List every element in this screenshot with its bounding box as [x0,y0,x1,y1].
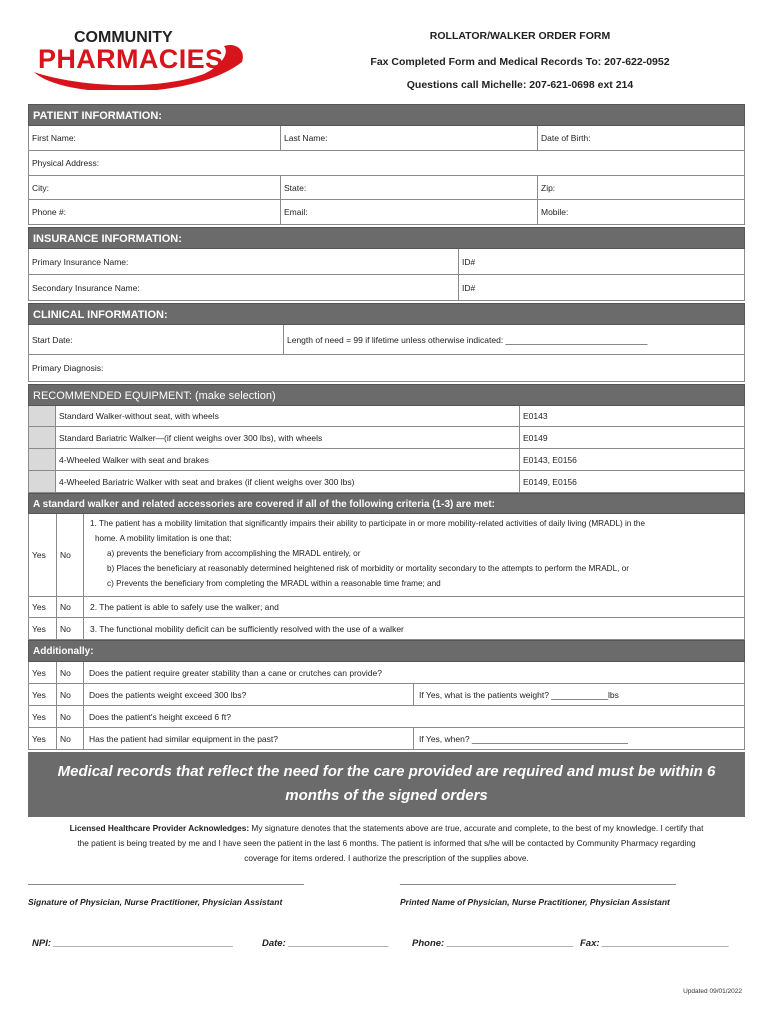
q3-text: Does the patient's height exceed 6 ft? [89,711,231,722]
questions-line: Questions call Michelle: 207-621-0698 ext 214 [406,79,634,91]
banner-line-1: Medical records that reflect the need for the care provided are required and must be within 6 [57,763,716,780]
yes-label: Yes [32,711,46,722]
equipment-row [28,449,745,471]
question-1-row [28,662,745,684]
ack-text-1: My signature denotes that the statements above are true, accurate and complete, to the best of my knowledge. I certify that [249,823,704,833]
q1-no[interactable] [57,662,84,683]
address-field[interactable] [28,151,745,176]
weight-field[interactable] [414,684,744,705]
patient-name-row [28,126,745,151]
diagnosis-field[interactable] [28,355,745,382]
no-label: No [60,689,71,700]
q4-followup: If Yes, when? _________________________________ [419,733,628,744]
criteria-2-row [28,597,745,618]
date-field[interactable]: Date: ___________________ [262,938,389,949]
equipment-row [28,406,745,427]
dob-label: Date of Birth: [541,133,591,143]
provider-acknowledgement [28,821,745,866]
criteria-3-yes[interactable] [29,618,57,639]
q3-no[interactable] [57,706,84,727]
no-label: No [60,550,71,560]
city-field[interactable] [29,176,281,199]
fax-bottom-field[interactable]: Fax: ________________________ [580,938,729,949]
state-label: State: [284,182,307,193]
first-name-label: First Name: [32,133,76,143]
criteria-1-line: a) prevents the beneficiary from accomplishing the MRADL entirely, or [107,549,361,558]
diagnosis-label: Primary Diagnosis: [32,363,104,373]
primary-insurance-label: Primary Insurance Name: [32,256,129,267]
ack-label: Licensed Healthcare Provider Acknowledges: [69,823,250,833]
last-name-field[interactable] [281,126,538,150]
primary-insurance-row [28,249,745,275]
length-of-need-field[interactable] [284,325,744,354]
no-label: No [60,733,71,744]
address-label: Physical Address: [32,158,100,168]
q4-no[interactable] [57,728,84,749]
first-name-field[interactable] [29,126,281,150]
q1-yes[interactable] [29,662,57,683]
yes-label: Yes [32,689,46,700]
banner-line-2: months of the signed orders [285,787,488,804]
equipment-code: E0149, E0156 [523,476,577,487]
logo-line1: COMMUNITY [74,29,173,46]
equipment-code: E0143, E0156 [523,454,577,465]
criteria-1-line: c) Prevents the beneficiary from completing the MRADL within a reasonable time frame; and [107,579,441,588]
start-date-field[interactable] [29,325,284,354]
form-title: ROLLATOR/WALKER ORDER FORM [429,30,611,42]
criteria-1-line: b) Places the beneficiary at reasonably determined heightened risk of morbidity or mortality secondary to the attempts to perform the MRADL, or [107,564,629,573]
printed-name-label: Printed Name of Physician, Nurse Practitioner, Physician Assistant [400,897,670,907]
city-label: City: [32,182,49,193]
q3-yes[interactable] [29,706,57,727]
criteria-3-row [28,618,745,640]
criteria-2-no[interactable] [57,597,84,617]
criteria-1-yes[interactable] [29,514,57,596]
npi-field[interactable]: NPI: __________________________________ [32,938,234,949]
question-3-row [28,706,745,728]
q2-text: Does the patients weight exceed 300 lbs? [89,689,247,700]
criteria-3-no[interactable] [57,618,84,639]
q2-followup: If Yes, what is the patients weight? ____________lbs [419,689,619,700]
updated-date: Updated 09/01/2022 [683,988,742,995]
phone-row [28,200,745,225]
city-row [28,176,745,200]
equipment-row [28,471,745,493]
yes-label: Yes [32,623,46,634]
dob-field[interactable] [538,126,744,150]
community-pharmacies-logo [24,22,246,90]
equipment-name: Standard Bariatric Walker—(if client weighs over 300 lbs), with wheels [59,432,323,443]
phone-bottom-field[interactable]: Phone: ________________________ [412,938,574,949]
criteria-3-text: 3. The functional mobility deficit can be sufficiently resolved with the use of a walker [90,623,404,634]
primary-id-label: ID# [462,256,476,267]
phone-field[interactable] [29,200,281,224]
medical-records-banner [28,752,745,817]
primary-insurance-field[interactable] [29,249,459,274]
criteria-2-yes[interactable] [29,597,57,617]
secondary-insurance-row [28,275,745,301]
length-of-need-label: Length of need = 99 if lifetime unless otherwise indicated: ______________________________ [287,334,648,345]
criteria-1-line: 1. The patient has a mobility limitation that significantly impairs their ability to participate in or more mobility-related activities of daily living (MRADL) in the [90,519,646,528]
start-date-row [28,325,745,355]
start-date-label: Start Date: [32,334,73,345]
signature-label: Signature of Physician, Nurse Practitioner, Physician Assistant [28,897,283,907]
criteria-1-row [28,514,745,597]
equipment-row [28,427,745,449]
q1-text: Does the patient require greater stability than a cane or crutches can provide? [89,667,382,678]
criteria-section-header: A standard walker and related accessories are covered if all of the following criteria (1-3) are met: [28,493,745,514]
yes-label: Yes [32,733,46,744]
no-label: No [60,711,71,722]
equipment-name: Standard Walker-without seat, with wheels [59,411,219,421]
secondary-insurance-label: Secondary Insurance Name: [32,282,140,293]
criteria-1-no[interactable] [57,514,84,596]
fax-line: Fax Completed Form and Medical Records To: 207-622-0952 [370,56,670,68]
equipment-checkbox[interactable] [29,449,56,470]
mobile-label: Mobile: [541,207,569,217]
mobile-field[interactable] [538,200,744,224]
equipment-checkbox[interactable] [29,427,56,448]
clinical-section-header: CLINICAL INFORMATION: [28,303,745,325]
equipment-checkbox[interactable] [29,471,56,492]
secondary-id-label: ID# [462,282,476,293]
equipment-name: 4-Wheeled Bariatric Walker with seat and brakes (if client weighs over 300 lbs) [59,476,355,487]
last-name-label: Last Name: [284,133,328,143]
criteria-1-line: home. A mobility limitation is one that: [95,534,232,543]
ack-text-3: coverage for items ordered. I authorize the prescription of the supplies above. [244,853,529,863]
yes-label: Yes [32,667,46,678]
no-label: No [60,623,71,634]
equipment-name: 4-Wheeled Walker with seat and brakes [59,454,209,465]
email-field[interactable] [281,200,538,224]
equipment-code: E0149 [523,432,548,443]
email-label: Email: [284,207,308,217]
no-label: No [60,667,71,678]
insurance-section-header: INSURANCE INFORMATION: [28,227,745,249]
zip-field[interactable] [538,176,744,199]
no-label: No [60,602,71,612]
yes-label: Yes [32,602,46,612]
printed-name-line[interactable]: ______________________________________________________________ [400,876,676,885]
q2-yes[interactable] [29,684,57,705]
question-2-row [28,684,745,706]
criteria-2-text: 2. The patient is able to safely use the walker; and [90,602,279,612]
state-field[interactable] [281,176,538,199]
q4-text: Has the patient had similar equipment in the past? [89,733,279,744]
primary-id-field[interactable] [459,249,744,274]
secondary-insurance-field[interactable] [29,275,459,300]
zip-label: Zip: [541,182,556,193]
signature-line[interactable]: ______________________________________________________________ [28,876,304,885]
criteria-1-text [84,514,744,596]
additionally-section-header: Additionally: [28,640,745,662]
q4-yes[interactable] [29,728,57,749]
equipment-when-field[interactable] [414,728,744,749]
yes-label: Yes [32,550,46,560]
secondary-id-field[interactable] [459,275,744,300]
q2-no[interactable] [57,684,84,705]
equipment-code: E0143 [523,411,548,421]
equipment-checkbox[interactable] [29,406,56,426]
phone-label: Phone #: [32,207,67,217]
patient-section-header: PATIENT INFORMATION: [28,104,745,126]
ack-text-2: the patient is being treated by me and I have seen the patient in the last 6 months. The patient is informed that s/he will be contacted by Community Pharmacy regarding [77,838,696,848]
question-4-row [28,728,745,750]
equipment-section-header: RECOMMENDED EQUIPMENT: (make selection) [28,384,745,406]
logo-line2: PHARMACIES [38,44,223,74]
